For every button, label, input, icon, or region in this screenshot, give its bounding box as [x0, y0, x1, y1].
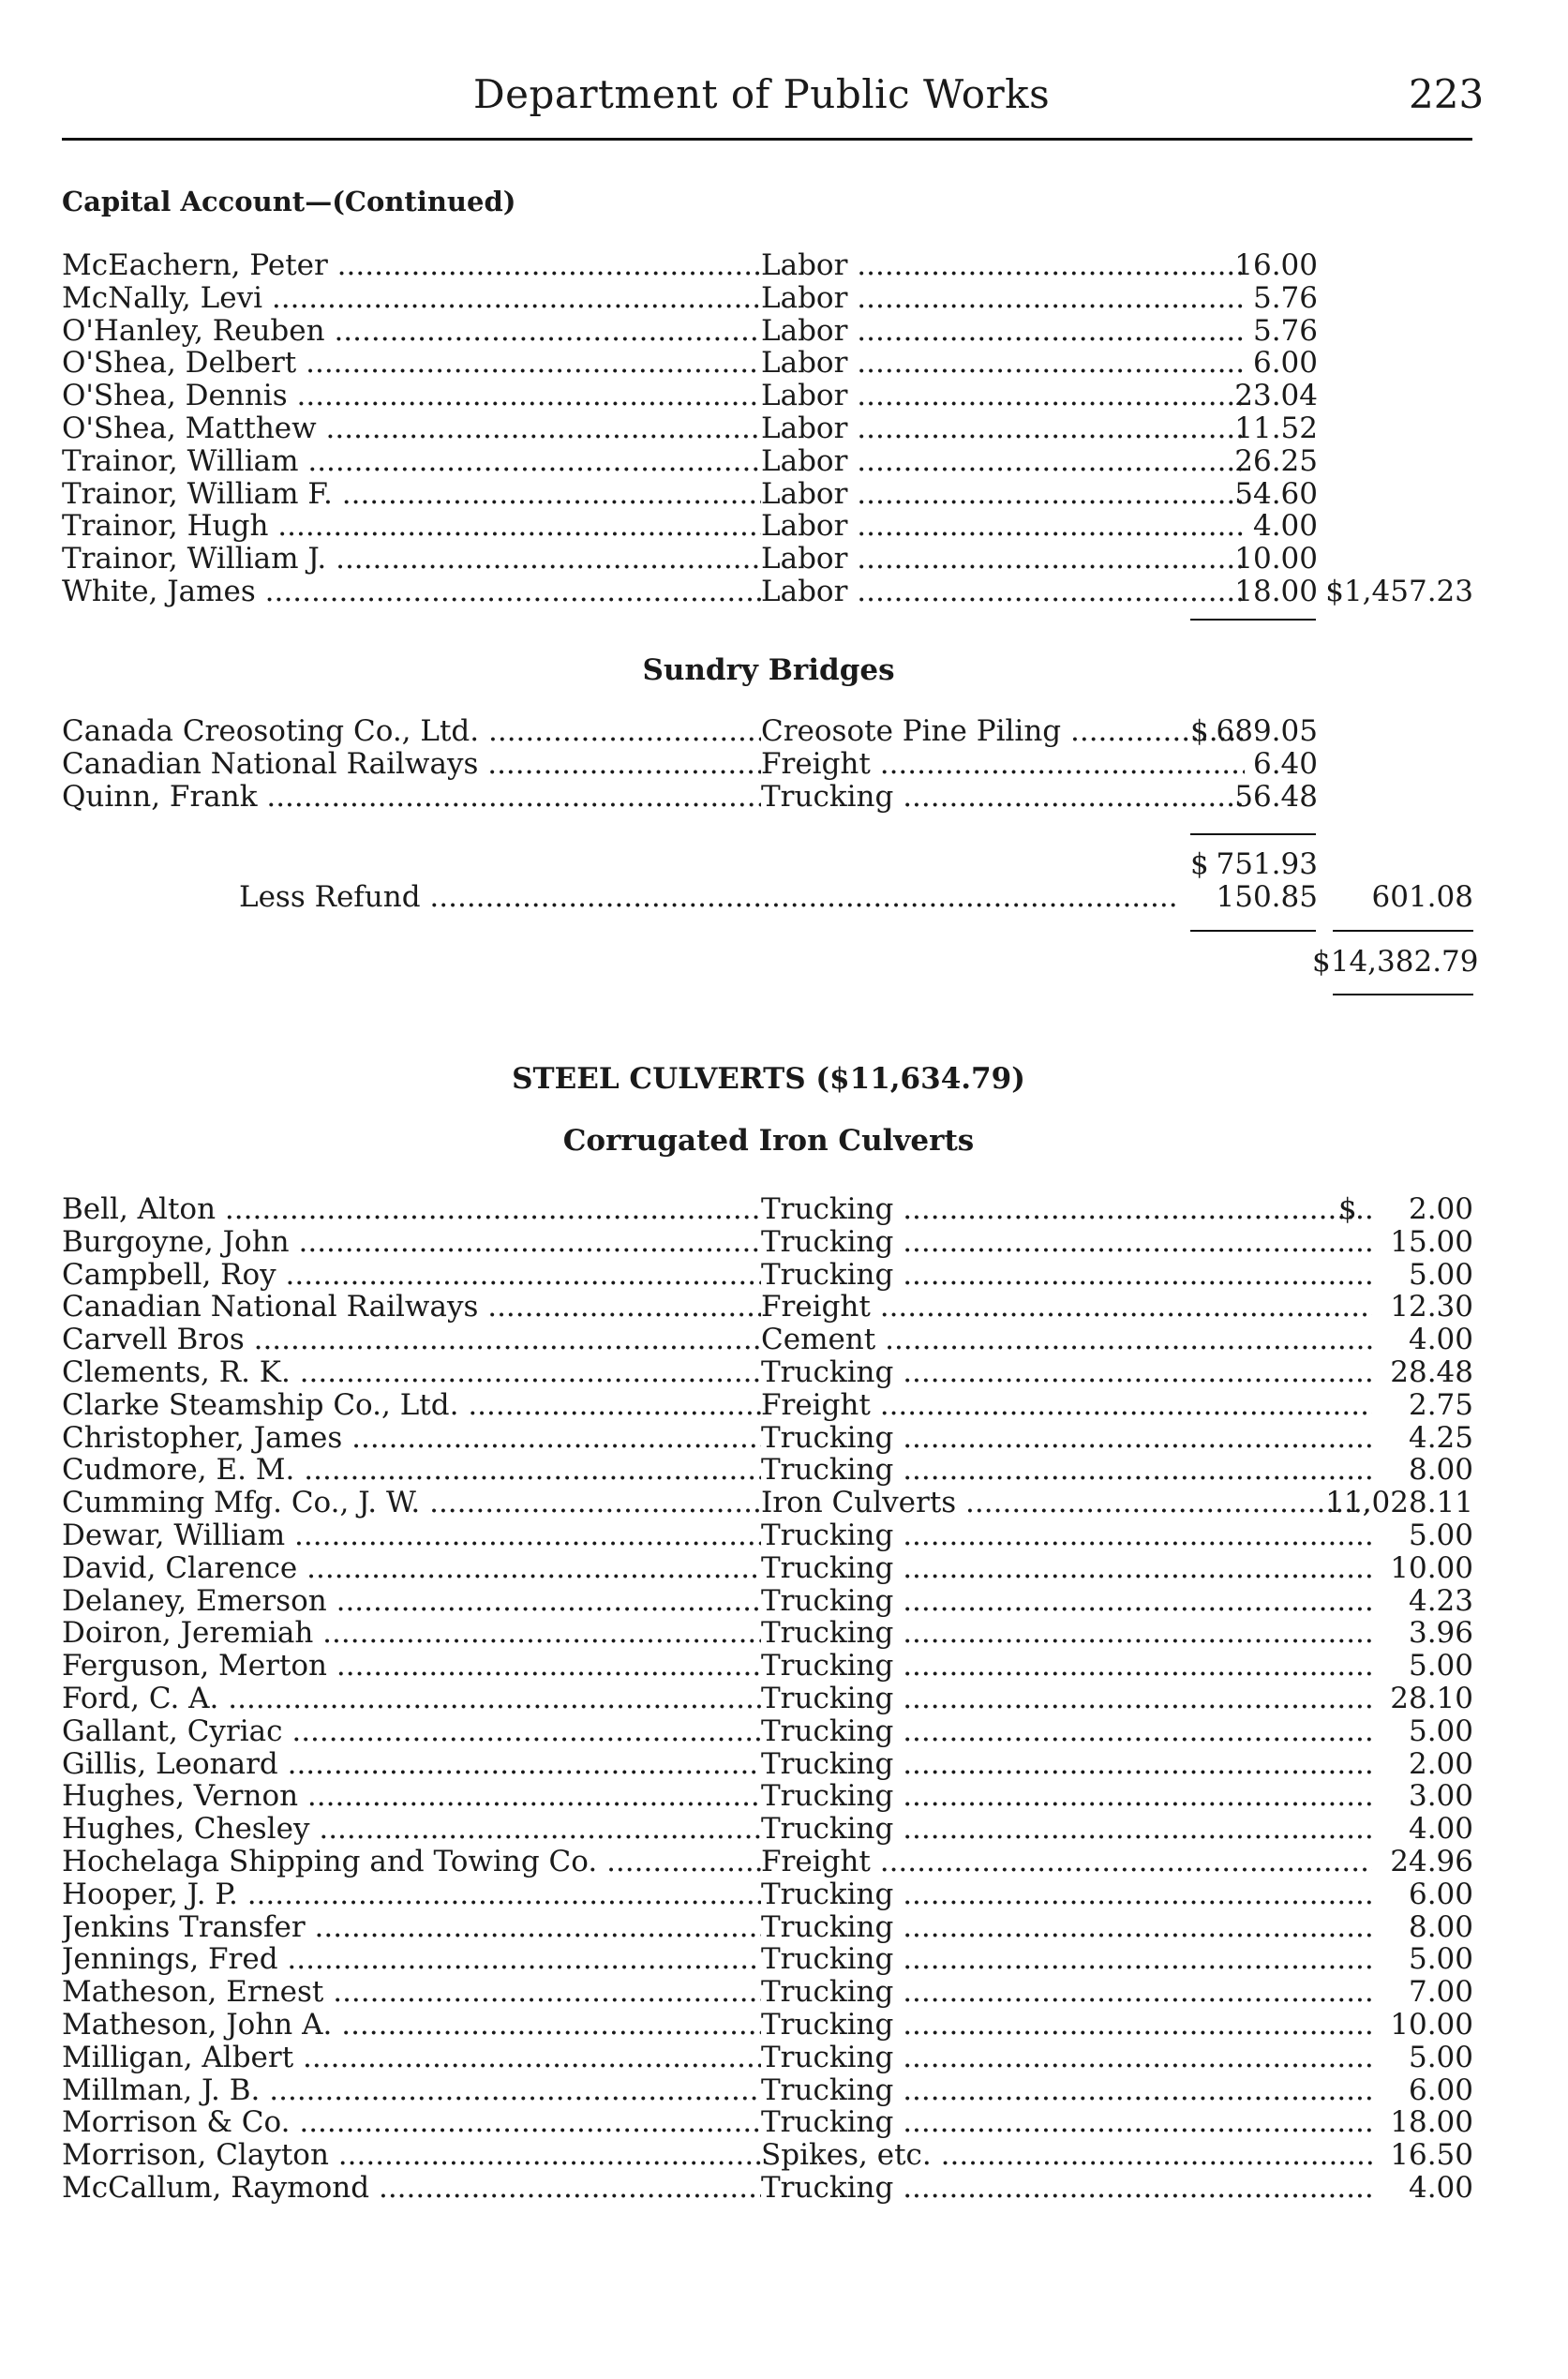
entry-amount: 4.00	[1408, 1323, 1473, 1357]
entry-description: Trucking .....	[761, 1454, 1372, 1487]
entry-name-cell	[62, 1259, 761, 1292]
entry-name-cell	[62, 1519, 761, 1552]
entry-name: Jennings, Fred .....	[62, 1943, 761, 1976]
entry-description-cell	[761, 1389, 1372, 1422]
entry-name-cell	[62, 1976, 761, 2009]
entry-name: Gillis, Leonard .....	[62, 1748, 761, 1781]
steel-entry-row	[62, 1813, 1477, 1846]
entry-description-cell	[761, 2074, 1372, 2107]
entry-name-cell	[62, 2139, 761, 2172]
entry-name: Hochelaga Shipping and Towing Co. .....	[62, 1846, 761, 1878]
entry-name: Milligan, Albert .....	[62, 2042, 761, 2074]
entry-description: Trucking .....	[761, 1878, 1372, 1911]
entry-name: McNally, Levi .....	[62, 282, 761, 315]
entry-amount: 5.00	[1408, 1942, 1473, 1977]
entry-description-cell	[761, 1324, 1372, 1356]
entry-amount: 28.10	[1390, 1682, 1473, 1715]
entry-name: Quinn, Frank .....	[62, 781, 761, 814]
steel-entry-row	[62, 1650, 1477, 1683]
entry-amount: 4.00	[1408, 2171, 1473, 2205]
entry-description: Labor .....	[761, 315, 1245, 348]
entry-description: Trucking .....	[761, 1976, 1372, 2009]
entry-amount: 4.25	[1408, 1420, 1473, 1455]
capital-entry-row	[62, 315, 1477, 348]
entry-name-cell	[62, 1291, 761, 1324]
entry-name-cell	[62, 748, 761, 781]
entry-amount: 54.60	[1234, 476, 1318, 511]
entry-amount: 4.00	[1408, 1812, 1473, 1847]
refund-rule	[1190, 930, 1316, 932]
steel-entry-row	[62, 1585, 1477, 1618]
entry-amount: 5.76	[1252, 313, 1318, 348]
entry-name: Morrison & Co. .....	[62, 2106, 761, 2139]
entry-name-cell	[62, 1389, 761, 1422]
entry-name: Trainor, Hugh .....	[62, 510, 761, 543]
entry-description-cell	[761, 1226, 1372, 1259]
entry-description-cell	[761, 1911, 1372, 1944]
entry-description: Labor .....	[761, 249, 1245, 282]
entry-amount: 6.00	[1408, 1877, 1473, 1911]
entry-name-cell	[62, 1585, 761, 1618]
entry-name: McCallum, Raymond .....	[62, 2172, 761, 2205]
entry-description: Labor .....	[761, 576, 1245, 608]
net-rule	[1333, 930, 1473, 932]
steel-entry-row	[62, 1226, 1477, 1259]
entry-description-cell	[761, 2106, 1372, 2139]
entry-amount: 5.00	[1408, 1519, 1473, 1552]
sundry-subtotal: 751.93	[1216, 847, 1318, 881]
capital-account-heading: Capital Account—(Continued)	[62, 186, 516, 217]
entry-name-cell	[62, 2074, 761, 2107]
capital-entry-row	[62, 510, 1477, 543]
entry-name: David, Clarence .....	[62, 1552, 761, 1585]
entry-description: Trucking .....	[761, 1715, 1372, 1748]
entry-description: Creosote Pine Piling .....	[761, 715, 1245, 748]
entry-description-cell	[761, 1356, 1372, 1389]
entry-amount: 26.25	[1234, 443, 1318, 478]
entry-description-cell	[761, 1519, 1372, 1552]
entry-amount: 16.00	[1234, 248, 1318, 282]
entry-name: Ferguson, Merton .....	[62, 1650, 761, 1683]
entry-name: Millman, J. B. .....	[62, 2074, 761, 2107]
entry-description: Trucking .....	[761, 1780, 1372, 1813]
entry-name: Ford, C. A. .....	[62, 1683, 761, 1715]
entry-description-cell	[761, 2009, 1372, 2042]
entry-amount: 56.48	[1234, 779, 1318, 814]
steel-entry-row	[62, 1422, 1477, 1455]
entry-name-cell	[62, 347, 761, 380]
sundry-entry-row	[62, 781, 1477, 814]
entry-name-cell	[62, 1617, 761, 1650]
entry-name-cell	[62, 1454, 761, 1487]
entry-name: Carvell Bros .....	[62, 1324, 761, 1356]
entry-description: Trucking .....	[761, 1748, 1372, 1781]
entry-name-cell	[62, 249, 761, 282]
entry-amount: 18.00	[1390, 2105, 1473, 2140]
entry-description: Trucking .....	[761, 1356, 1372, 1389]
entry-description: Freight .....	[761, 1846, 1372, 1878]
entry-name-cell	[62, 1748, 761, 1781]
entry-description: Labor .....	[761, 412, 1245, 445]
entry-amount: 10.00	[1390, 2008, 1473, 2042]
steel-entry-row	[62, 1259, 1477, 1292]
entry-name: Trainor, William F. .....	[62, 478, 761, 511]
entry-description: Trucking .....	[761, 2106, 1372, 2139]
entry-description: Cement .....	[761, 1324, 1372, 1356]
entry-amount: 5.00	[1408, 1257, 1473, 1292]
entry-description-cell	[761, 1813, 1372, 1846]
entry-description-cell	[761, 1291, 1372, 1324]
steel-entry-row	[62, 1878, 1477, 1911]
entry-amount: 5.00	[1408, 1649, 1473, 1683]
steel-entry-row	[62, 1911, 1477, 1944]
refund-amount: 150.85	[1216, 880, 1318, 914]
entry-name: Dewar, William .....	[62, 1519, 761, 1552]
entry-description-cell	[761, 1846, 1372, 1878]
entry-name-cell	[62, 1552, 761, 1585]
entry-amount: 23.04	[1234, 379, 1318, 413]
sundry-bridges-heading: Sundry Bridges	[642, 653, 895, 687]
entry-name: Trainor, William .....	[62, 445, 761, 478]
entry-name: Gallant, Cyriac .....	[62, 1715, 761, 1748]
entry-amount: 10.00	[1234, 542, 1318, 576]
entry-name: O'Shea, Delbert .....	[62, 347, 761, 380]
capital-entry-row	[62, 445, 1477, 478]
entry-name-cell	[62, 1422, 761, 1455]
entry-name-cell	[62, 1683, 761, 1715]
entry-description-cell	[761, 1585, 1372, 1618]
entry-name-cell	[62, 380, 761, 412]
sundry-subtotal-rule	[1190, 833, 1316, 835]
sundry-currency: $	[1190, 714, 1209, 748]
entry-name-cell	[62, 1324, 761, 1356]
entry-amount: 3.96	[1408, 1616, 1473, 1651]
entry-name: Canada Creosoting Co., Ltd. .....	[62, 715, 761, 748]
entry-name-cell	[62, 510, 761, 543]
entry-name: O'Shea, Matthew .....	[62, 412, 761, 445]
steel-entry-row	[62, 1356, 1477, 1389]
entry-name: Jenkins Transfer .....	[62, 1911, 761, 1944]
entry-name: Campbell, Roy .....	[62, 1259, 761, 1292]
entry-description: Trucking .....	[761, 2042, 1372, 2074]
entry-name: Delaney, Emerson .....	[62, 1585, 761, 1618]
entry-description: Trucking .....	[761, 1519, 1372, 1552]
steel-entry-row	[62, 1683, 1477, 1715]
entry-name: Canadian National Railways .....	[62, 748, 761, 781]
entry-name: Christopher, James .....	[62, 1422, 761, 1455]
entry-description-cell	[761, 1487, 1372, 1519]
sundry-subtotal-currency: $	[1190, 847, 1209, 881]
steel-entry-row	[62, 1846, 1477, 1878]
entry-name: Cumming Mfg. Co., J. W. .....	[62, 1487, 761, 1519]
entry-amount: 4.00	[1252, 509, 1318, 544]
entry-description: Trucking .....	[761, 1683, 1372, 1715]
entry-amount: 11.52	[1234, 411, 1318, 445]
steel-entry-row	[62, 1519, 1477, 1552]
entry-name: Hughes, Chesley .....	[62, 1813, 761, 1846]
entry-name: Cudmore, E. M. .....	[62, 1454, 761, 1487]
entry-description-cell	[761, 1715, 1372, 1748]
capital-entry-row	[62, 347, 1477, 380]
entry-description: Spikes, etc. .....	[761, 2139, 1372, 2172]
sundry-entry-row	[62, 748, 1477, 781]
entry-name-cell	[62, 576, 761, 608]
entry-description: Iron Culverts .....	[761, 1487, 1372, 1519]
entry-amount: 2.75	[1408, 1387, 1473, 1422]
entry-name-cell	[62, 315, 761, 348]
entry-name: Canadian National Railways .....	[62, 1291, 761, 1324]
entry-name: Morrison, Clayton .....	[62, 2139, 761, 2172]
entry-amount: 5.00	[1408, 1713, 1473, 1748]
entry-name-cell	[62, 1226, 761, 1259]
entry-amount: 6.00	[1252, 346, 1318, 381]
steel-entry-row	[62, 1617, 1477, 1650]
entry-description: Trucking .....	[761, 1422, 1372, 1455]
entry-amount: 5.00	[1408, 2040, 1473, 2074]
entry-description: Labor .....	[761, 543, 1245, 576]
entry-description-cell	[761, 1976, 1372, 2009]
entry-amount: 4.23	[1408, 1583, 1473, 1618]
entry-description: Freight .....	[761, 1389, 1372, 1422]
entry-name: Hooper, J. P. .....	[62, 1878, 761, 1911]
entry-description-cell	[761, 2042, 1372, 2074]
entry-description-cell	[761, 1683, 1372, 1715]
steel-entry-row	[62, 1780, 1477, 1813]
entry-amount: 689.05	[1216, 714, 1318, 748]
entry-amount: 24.96	[1390, 1845, 1473, 1878]
capital-entry-row	[62, 478, 1477, 511]
entry-name: Trainor, William J. .....	[62, 543, 761, 576]
entry-amount: 3.00	[1408, 1779, 1473, 1814]
grand-total-rule	[1333, 994, 1473, 995]
entry-description-cell	[761, 1422, 1372, 1455]
entry-name-cell	[62, 1193, 761, 1226]
page-title: Department of Public Works	[473, 71, 1051, 117]
sundry-entry-row	[62, 715, 1477, 748]
steel-entry-row	[62, 2009, 1477, 2042]
entry-name-cell	[62, 478, 761, 511]
steel-entry-row	[62, 2139, 1477, 2172]
entry-description: Trucking .....	[761, 1911, 1372, 1944]
entry-description: Freight .....	[761, 748, 1245, 781]
entry-name: McEachern, Peter .....	[62, 249, 761, 282]
entry-description: Labor .....	[761, 380, 1245, 412]
entry-description-cell	[761, 2139, 1372, 2172]
entry-amount: 16.50	[1390, 2138, 1473, 2173]
capital-entry-row	[62, 543, 1477, 576]
steel-entry-row	[62, 1748, 1477, 1781]
steel-entry-row	[62, 1715, 1477, 1748]
capital-entry-row	[62, 380, 1477, 412]
entry-description: Trucking .....	[761, 2172, 1372, 2205]
entry-name-cell	[62, 1780, 761, 1813]
steel-entry-row	[62, 2042, 1477, 2074]
entry-description: Trucking .....	[761, 1585, 1372, 1618]
entry-description-cell	[761, 2172, 1372, 2205]
entry-name: Bell, Alton .....	[62, 1193, 761, 1226]
entry-name-cell	[62, 1943, 761, 1976]
entry-name: Matheson, John A. .....	[62, 2009, 761, 2042]
corrugated-culverts-subheading: Corrugated Iron Culverts	[562, 1124, 975, 1158]
steel-entry-row	[62, 1976, 1477, 2009]
entry-description: Trucking .....	[761, 1943, 1372, 1976]
entry-name-cell	[62, 445, 761, 478]
entry-description-cell	[761, 1878, 1372, 1911]
entry-name-cell	[62, 1487, 761, 1519]
less-refund-row	[239, 881, 1476, 914]
grand-total: $14,382.79	[1312, 945, 1479, 979]
entry-name: Burgoyne, John .....	[62, 1226, 761, 1259]
entry-name-cell	[62, 2106, 761, 2139]
page-number: 223	[1409, 71, 1485, 117]
entry-name-cell	[62, 1715, 761, 1748]
entry-name: Clements, R. K. .....	[62, 1356, 761, 1389]
entry-name-cell	[62, 1650, 761, 1683]
entry-name: O'Shea, Dennis .....	[62, 380, 761, 412]
entry-amount: 8.00	[1408, 1909, 1473, 1944]
entry-name: Clarke Steamship Co., Ltd. .....	[62, 1389, 761, 1422]
entry-name-cell	[62, 1356, 761, 1389]
entry-name-cell	[62, 412, 761, 445]
entry-name: Doiron, Jeremiah .....	[62, 1617, 761, 1650]
sundry-net-total: 601.08	[1371, 880, 1473, 914]
entry-description-cell	[761, 1943, 1372, 1976]
entry-name-cell	[62, 282, 761, 315]
capital-entry-row	[62, 576, 1477, 608]
entry-name-cell	[62, 1813, 761, 1846]
entry-name-cell	[62, 2172, 761, 2205]
entry-amount: 7.00	[1408, 1975, 1473, 2010]
capital-entry-row	[62, 249, 1477, 282]
entry-description-cell	[761, 1617, 1372, 1650]
entry-amount: 10.00	[1390, 1550, 1473, 1585]
entry-amount: 6.00	[1408, 2072, 1473, 2107]
capital-entry-row	[62, 282, 1477, 315]
steel-entry-row	[62, 1291, 1477, 1324]
entry-description-cell	[761, 1650, 1372, 1683]
entry-name-cell	[62, 1846, 761, 1878]
entry-amount: 5.76	[1252, 280, 1318, 315]
entry-name: Matheson, Ernest .....	[62, 1976, 761, 2009]
entry-description: Trucking .....	[761, 2009, 1372, 2042]
entry-amount: 6.40	[1252, 746, 1318, 781]
entry-description: Trucking .....	[761, 1259, 1372, 1292]
entry-name-cell	[62, 543, 761, 576]
entry-name-cell	[62, 715, 761, 748]
entry-amount: 28.48	[1390, 1355, 1473, 1389]
entry-description: Trucking .....	[761, 1617, 1372, 1650]
steel-entry-row	[62, 1454, 1477, 1487]
entry-description-cell	[761, 1780, 1372, 1813]
steel-entry-row	[62, 1943, 1477, 1976]
header-rule	[62, 138, 1472, 141]
section-total: $1,457.23	[1325, 575, 1473, 608]
steel-entry-row	[62, 2106, 1477, 2139]
entry-amount: 2.00	[1408, 1746, 1473, 1781]
entry-description: Trucking .....	[761, 781, 1245, 814]
entry-name: White, James .....	[62, 576, 761, 608]
entry-name-cell	[62, 2042, 761, 2074]
capital-entry-row	[62, 412, 1477, 445]
entry-name: O'Hanley, Reuben .....	[62, 315, 761, 348]
entry-description: Trucking .....	[761, 1552, 1372, 1585]
entry-amount: 12.30	[1390, 1290, 1473, 1324]
capital-subtotal-rule	[1190, 619, 1316, 621]
entry-name: Hughes, Vernon .....	[62, 1780, 761, 1813]
less-refund-label: Less Refund .....	[239, 881, 1176, 914]
entry-description-cell	[761, 1193, 1372, 1226]
steel-entry-row	[62, 2172, 1477, 2205]
steel-entry-row	[62, 1324, 1477, 1356]
steel-entry-row	[62, 1487, 1477, 1519]
entry-amount: 8.00	[1408, 1453, 1473, 1488]
steel-entry-row	[62, 1552, 1477, 1585]
entry-name-cell	[62, 781, 761, 814]
steel-culverts-heading: STEEL CULVERTS ($11,634.79)	[512, 1062, 1025, 1096]
entry-name-cell	[62, 1911, 761, 1944]
entry-description-cell	[761, 1748, 1372, 1781]
entry-amount: 11,028.11	[1325, 1486, 1473, 1520]
entry-description: Trucking .....	[761, 2074, 1372, 2107]
entry-description-cell	[761, 1259, 1372, 1292]
entry-name-cell	[62, 2009, 761, 2042]
entry-description: Trucking .....	[761, 1226, 1372, 1259]
entry-description: Labor .....	[761, 445, 1245, 478]
entry-description: Trucking .....	[761, 1193, 1372, 1226]
entry-amount: 2.00	[1408, 1192, 1473, 1226]
entry-description: Labor .....	[761, 282, 1245, 315]
entry-description: Labor .....	[761, 478, 1245, 511]
entry-description: Trucking .....	[761, 1813, 1372, 1846]
entry-description: Labor .....	[761, 347, 1245, 380]
entry-description: Trucking .....	[761, 1650, 1372, 1683]
entry-name-cell	[62, 1878, 761, 1911]
entry-amount: 18.00	[1234, 575, 1318, 608]
steel-currency: $	[1338, 1192, 1357, 1226]
entry-description-cell	[761, 1454, 1372, 1487]
entry-description: Labor .....	[761, 510, 1245, 543]
steel-entry-row	[62, 1389, 1477, 1422]
entry-amount: 15.00	[1390, 1224, 1473, 1259]
entry-description-cell	[761, 1552, 1372, 1585]
entry-description: Freight .....	[761, 1291, 1372, 1324]
steel-entry-row	[62, 1193, 1477, 1226]
steel-entry-row	[62, 2074, 1477, 2107]
